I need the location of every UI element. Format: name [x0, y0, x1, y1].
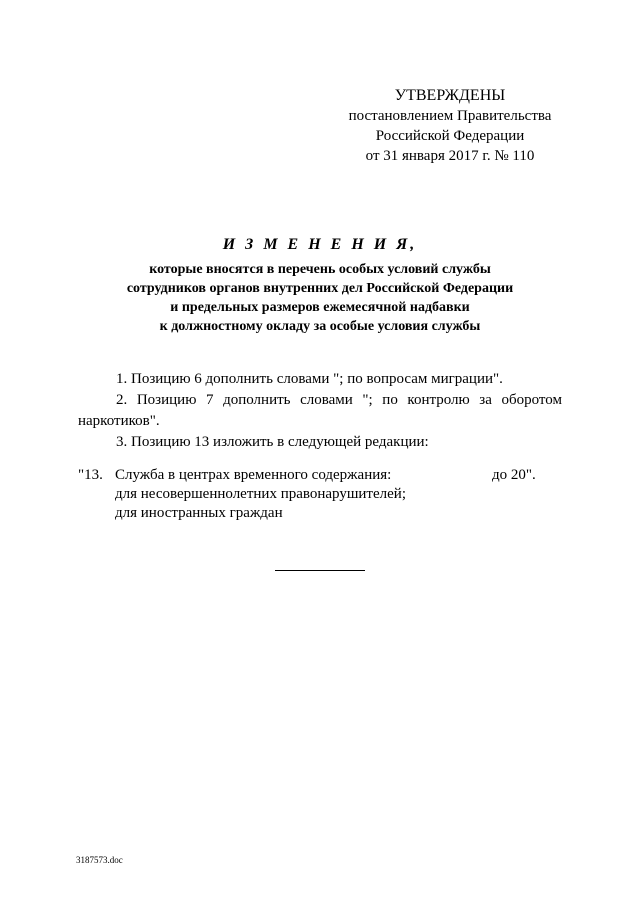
paragraph-3: 3. Позицию 13 изложить в следующей редакции: [116, 434, 429, 450]
document-body [78, 369, 562, 453]
entry-row-1 [78, 466, 562, 485]
paragraph-2-line-2: наркотиков". [78, 413, 160, 429]
approval-line-2: Российской Федерации [375, 128, 525, 144]
end-divider-line [275, 570, 365, 571]
footer-doc-code: 3187573.doc [76, 855, 123, 865]
approval-line-3: от 31 января 2017 г. № 110 [365, 148, 535, 164]
entry-row-3 [78, 504, 562, 523]
entry-line-2: для несовершеннолетних правонарушителей; [115, 486, 406, 502]
entry-line-3: для иностранных граждан [115, 505, 283, 521]
heading-subtitle-line-1: которые вносятся в перечень особых условий службы [149, 262, 491, 277]
approval-line-1: постановлением Правительства [348, 108, 552, 124]
heading-subtitle-line-3: и предельных размеров ежемесячной надбавки [170, 300, 470, 315]
document-heading [60, 234, 580, 336]
heading-subtitle-line-4: к должностному окладу за особые условия службы [159, 319, 481, 334]
entry-number: "13. [78, 467, 103, 483]
paragraph-2-line-1: 2. Позицию 7 дополнить словами "; по контролю за оборотом [116, 392, 562, 408]
entry-row-2 [78, 485, 562, 504]
heading-title: И З М Е Н Е Н И Я, [222, 236, 418, 253]
approval-title: УТВЕРЖДЕНЫ [394, 87, 506, 104]
approval-block [330, 86, 570, 166]
entry-value: до 20". [492, 467, 536, 483]
paragraph-1: 1. Позицию 6 дополнить словами "; по вопросам миграции". [116, 371, 503, 387]
entry-line-1: Служба в центрах временного содержания: [115, 467, 392, 483]
position-13-entry [78, 466, 562, 523]
heading-subtitle-line-2: сотрудников органов внутренних дел Российской Федерации [126, 281, 514, 296]
